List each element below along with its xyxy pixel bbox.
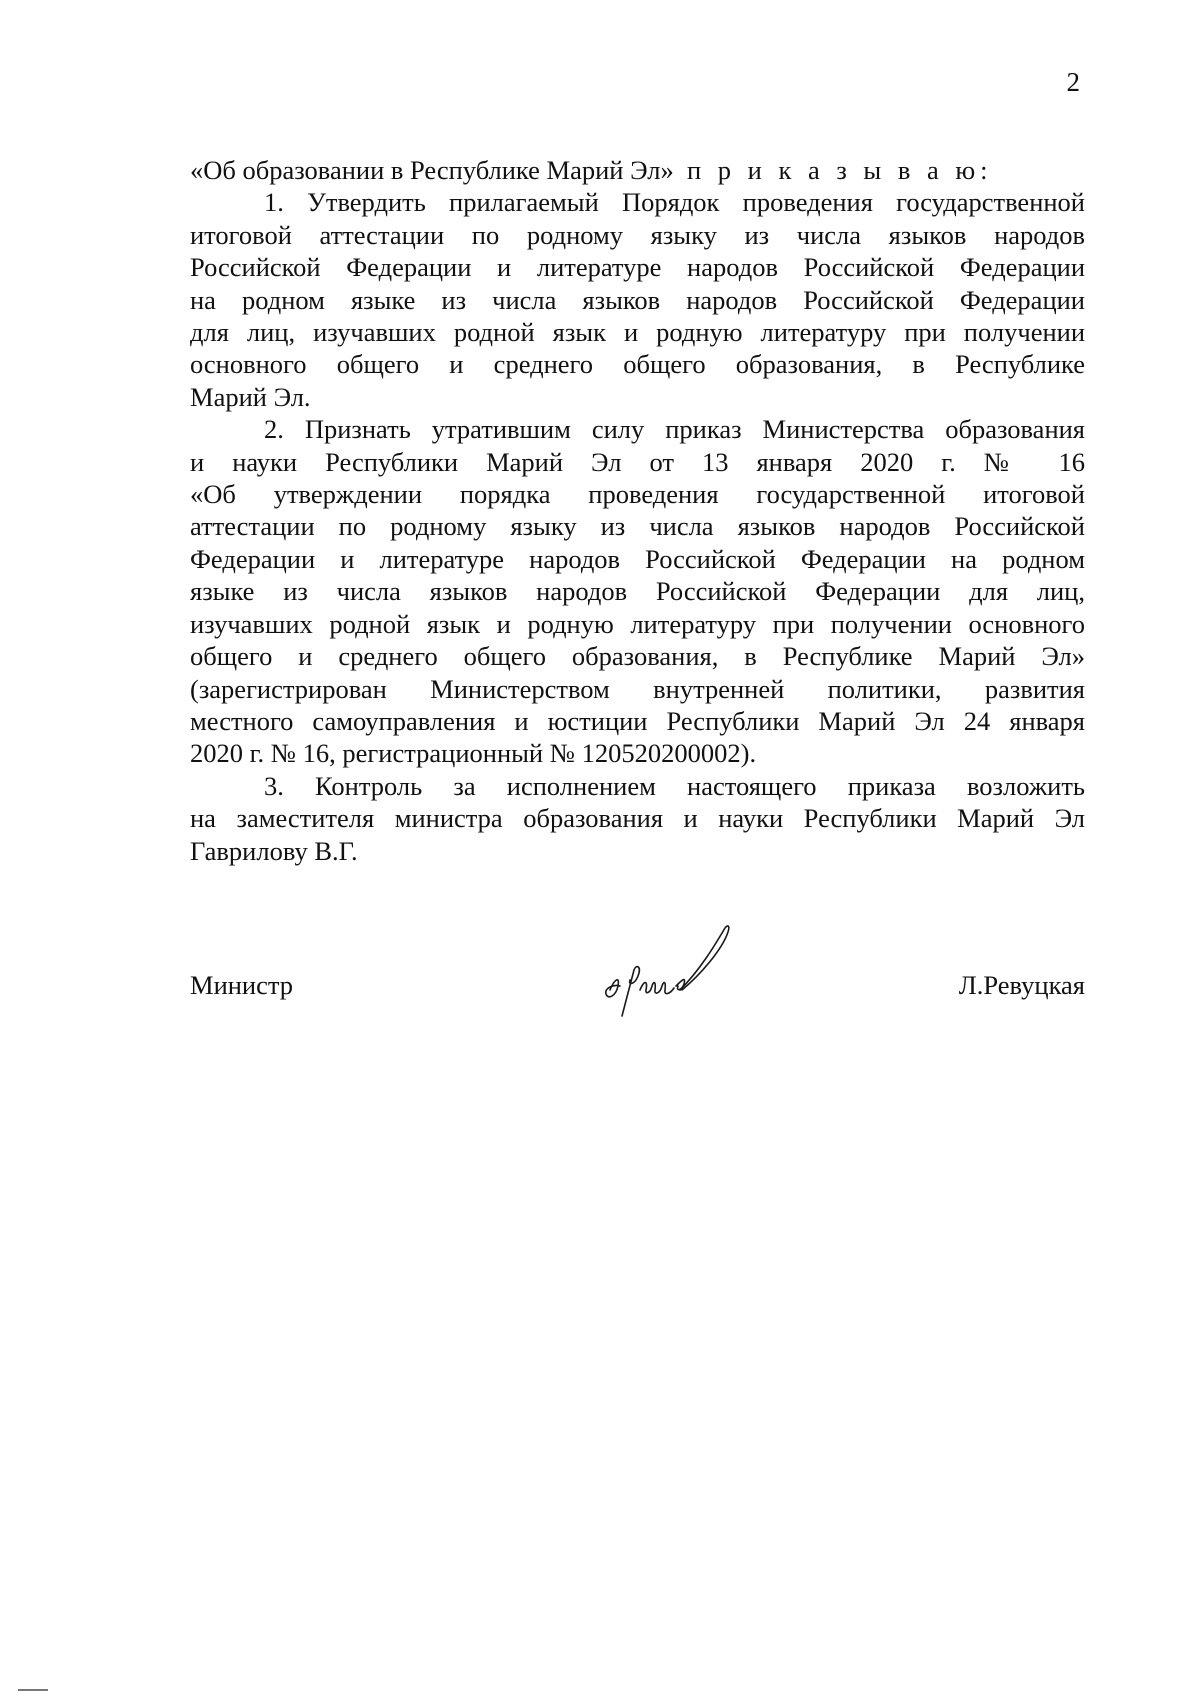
text-line: общего и среднего общего образования, в Республике Марий Эл» — [190, 641, 1085, 672]
text-line: 1. Утвердить прилагаемый Порядок проведения государственной — [264, 187, 1085, 218]
order-body — [190, 154, 1085, 867]
text-line: итоговой аттестации по родному языку из числа языков народов — [190, 219, 1085, 250]
paragraph-2 — [190, 413, 1085, 769]
text-line: «Об утверждении порядка проведения государственной итоговой — [190, 479, 1085, 510]
paragraph-1 — [190, 186, 1085, 413]
signatory-name: Л.Ревуцкая — [958, 970, 1085, 1000]
text-line: 3. Контроль за исполнением настоящего приказа возложить — [264, 770, 1085, 801]
signatory-title: Министр — [190, 970, 294, 1000]
text-line: 2020 г. № 16, регистрационный № 120520200002). — [190, 738, 757, 769]
text-line: на заместителя министра образования и науки Республики Марий Эл — [190, 803, 1085, 834]
text-line: языке из числа языков народов Российской Федерации для лиц, — [190, 576, 1085, 607]
text-line: 2. Признать утратившим силу приказ Министерства образования — [264, 414, 1085, 445]
text-line: Федерации и литературе народов Российской Федерации на родном — [190, 543, 1085, 574]
scan-margin-mark — [18, 1689, 48, 1691]
text-line: Российской Федерации и литературе народов Российской Федерации — [190, 252, 1085, 283]
text-line: на родном языке из числа языков народов Российской Федерации — [190, 284, 1085, 315]
intro-paragraph — [190, 154, 1085, 186]
page-number: 2 — [1066, 67, 1080, 97]
text-line: местного самоуправления и юстиции Республики Марий Эл 24 января — [190, 705, 1085, 736]
text-line: и науки Республики Марий Эл от 13 января 2020 г. № 16 — [190, 446, 1085, 477]
text-line: изучавших родной язык и родную литературу при получении основного — [190, 608, 1085, 639]
signature-block — [190, 960, 1085, 1020]
intro-citation: «Об образовании в Республике Марий Эл» — [190, 155, 674, 185]
text-line: Гаврилову В.Г. — [190, 835, 358, 866]
text-line: (зарегистрирован Министерством внутренней политики, развития — [190, 673, 1085, 704]
text-line: аттестации по родному языку из числа языков народов Российской — [190, 511, 1085, 542]
text-line: для лиц, изучавших родной язык и родную литературу при получении — [190, 317, 1085, 348]
text-line: основного общего и среднего общего образования, в Республике — [190, 349, 1085, 380]
text-line: Марий Эл. — [190, 381, 311, 412]
order-verb: п р и к а з ы в а ю: — [686, 155, 993, 185]
paragraph-3 — [190, 770, 1085, 867]
handwritten-signature — [590, 920, 760, 1030]
text-line — [190, 154, 1085, 186]
